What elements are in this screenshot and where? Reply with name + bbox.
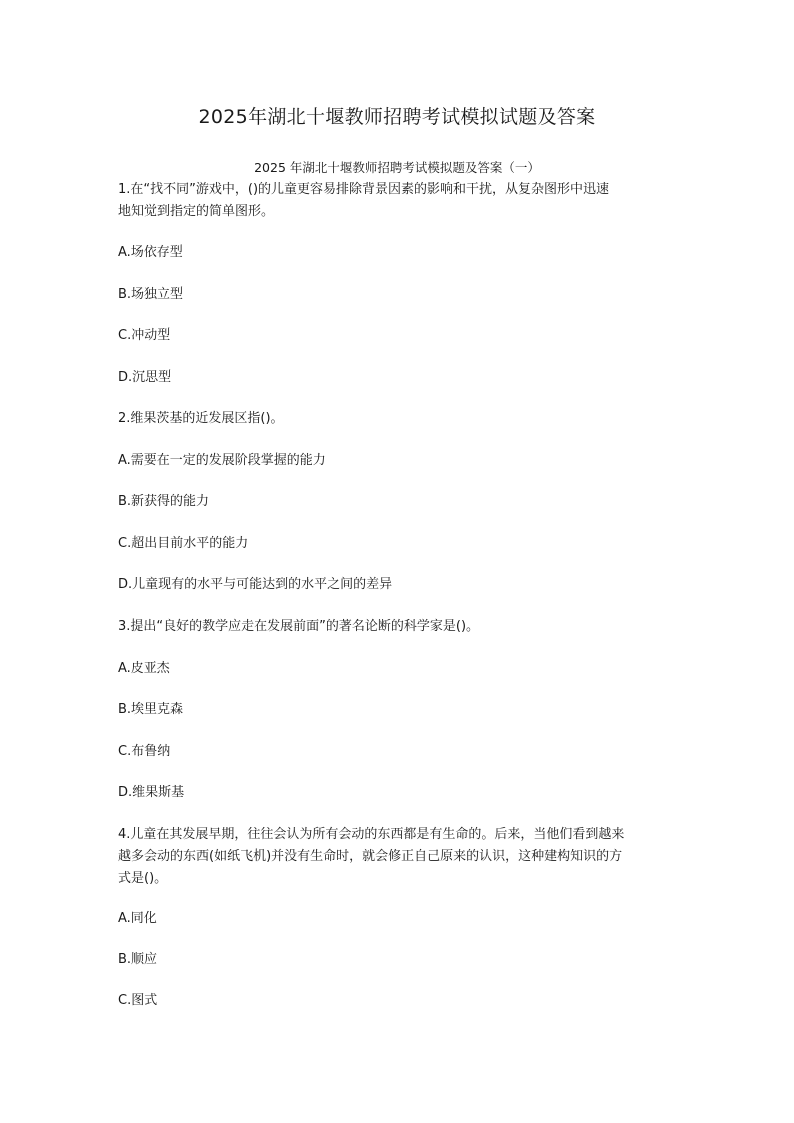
question-stem-line: 式是()。: [118, 871, 168, 886]
question-3-stem: [118, 616, 678, 638]
question-stem-line: 地知觉到指定的简单图形。: [118, 204, 275, 219]
question-3-option-b: B.埃里克森: [118, 702, 184, 717]
question-4-option-c: C.图式: [118, 993, 158, 1008]
question-stem-line: 越多会动的东西(如纸飞机)并没有生命时，就会修正自己原来的认识，这种建构知识的方: [118, 849, 623, 864]
document-title: 2025年湖北十堰教师招聘考试模拟试题及答案: [198, 106, 596, 128]
question-4-stem: [118, 824, 678, 890]
question-stem-line: 2.维果茨基的近发展区指()。: [118, 411, 284, 426]
question-3-option-d: D.维果斯基: [118, 785, 185, 800]
section-title: 2025 年湖北十堰教师招聘考试模拟题及答案（一）: [254, 160, 540, 175]
question-2-stem: [118, 408, 678, 430]
question-1-option-d: D.沉思型: [118, 370, 172, 385]
question-3-option-a: A.皮亚杰: [118, 661, 170, 676]
question-2-option-d: D.儿童现有的水平与可能达到的水平之间的差异: [118, 577, 393, 592]
question-1-stem: [118, 179, 678, 223]
question-4-option-a: A.同化: [118, 911, 157, 926]
question-1-option-c: C.冲动型: [118, 328, 171, 343]
question-1-option-a: A.场依存型: [118, 245, 183, 260]
question-4-option-b: B.顺应: [118, 952, 158, 967]
question-2-option-c: C.超出目前水平的能力: [118, 536, 249, 551]
question-1-option-b: B.场独立型: [118, 287, 184, 302]
question-2-option-b: B.新获得的能力: [118, 494, 210, 509]
question-3-option-c: C.布鲁纳: [118, 744, 171, 759]
question-2-option-a: A.需要在一定的发展阶段掌握的能力: [118, 453, 326, 468]
question-stem-line: 1.在“找不同”游戏中，()的儿童更容易排除背景因素的影响和干扰，从复杂图形中迅速: [118, 182, 610, 197]
question-stem-line: 3.提出“良好的教学应走在发展前面”的著名论断的科学家是()。: [118, 619, 480, 634]
question-stem-line: 4.儿童在其发展早期，往往会认为所有会动的东西都是有生命的。后来，当他们看到越来: [118, 827, 625, 842]
